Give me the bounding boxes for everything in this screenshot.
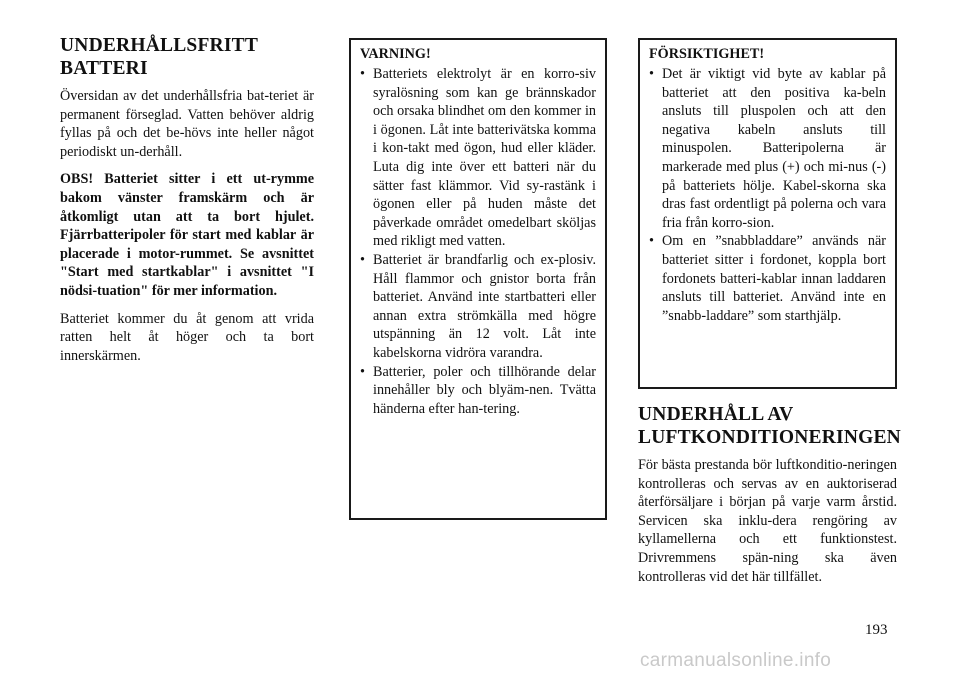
- warning-item: • Batterier, poler och tillhörande delar innehåller bly och blyäm-nen. Tvätta händerna efter han-tering.: [360, 363, 596, 419]
- battery-note-paragraph: OBS! Batteriet sitter i ett ut-rymme bakom vänster framskärm och är åtkomligt utan att ta bort hjulet. Fjärrbatteripoler för start med kablar är placerade i motor-rummet. Se avsnittet "Start med startkablar" i avsnittet "I nödsi-tuation" för mer information.: [60, 171, 314, 299]
- battery-access-paragraph: Batteriet kommer du åt genom att vrida ratten helt åt höger och ta bort innerskärmen.: [60, 310, 314, 364]
- caution-title: FÖRSIKTIGHET!: [649, 46, 765, 62]
- caution-item: • Det är viktigt vid byte av kablar på batteriet att den positiva ka-beln ansluts till pluspolen och att den negativa kabeln ansluts till minuspolen. Batteripolerna är markerade med plus (+) och mi-nus (-) på batteriets hölje. Kabel-skorna ska dras fast ordentligt på polerna och vara fria från korro-sion.: [649, 65, 886, 232]
- page-number: 193: [865, 622, 888, 638]
- column-left: [60, 34, 314, 374]
- column-middle: [349, 38, 607, 520]
- ac-maintenance-paragraph: För bästa prestanda bör luftkonditio-neringen kontrolleras och servas av en auktoriserad återförsäljare i början på varje varm årstid. Servicen ska inklu-dera rengöring av kyllamellerna och ett funktionstest. Drivremmens spän-ning ska även kontrolleras vid det här tillfället.: [638, 457, 897, 585]
- ac-maintenance-heading: UNDERHÅLL AV LUFTKONDITIONERINGEN: [638, 404, 901, 448]
- warning-list: [360, 65, 596, 418]
- warning-item: • Batteriet är brandfarlig och ex-plosiv. Håll flammor och gnistor borta från batteriet. Använd inte startbatteri eller annan extra strömkälla med högre utspänning än 12 volt. Låt inte kabelskorna vidröra varandra.: [360, 251, 596, 363]
- caution-box: [638, 38, 897, 389]
- warning-title: VARNING!: [360, 46, 431, 62]
- battery-intro-paragraph: Översidan av det underhållsfria bat-teriet är permanent förseglad. Vatten behöver aldrig fyllas på och det be-hövs inte heller något periodiskt un-derhåll.: [60, 88, 314, 160]
- column-right: [638, 38, 901, 595]
- caution-item: • Om en ”snabbladdare” används när batteriet sitter i fordonet, koppla bort fordonets batteri-kablar innan laddaren ansluts till batteriet. Använd inte en ”snabb-laddare” som starthjälp.: [649, 232, 886, 325]
- warning-box: [349, 38, 607, 520]
- battery-heading: UNDERHÅLLSFRITT BATTERI: [60, 35, 258, 79]
- warning-item: • Batteriets elektrolyt är en korro-siv syralösning som kan ge brännskador och orsaka blindhet om den kommer in i ögonen. Låt inte batterivätska komma i kon-takt med ögon, hud eller kläder. Luta dig inte över ett batteri när du sätter fast klämmor. Vid sy-rastänk i ögonen eller på huden måste det påverkade området omedelbart sköljas med rikligt med vatten.: [360, 65, 596, 251]
- watermark-text: carmanualsonline.info: [640, 650, 832, 671]
- caution-list: [649, 65, 886, 325]
